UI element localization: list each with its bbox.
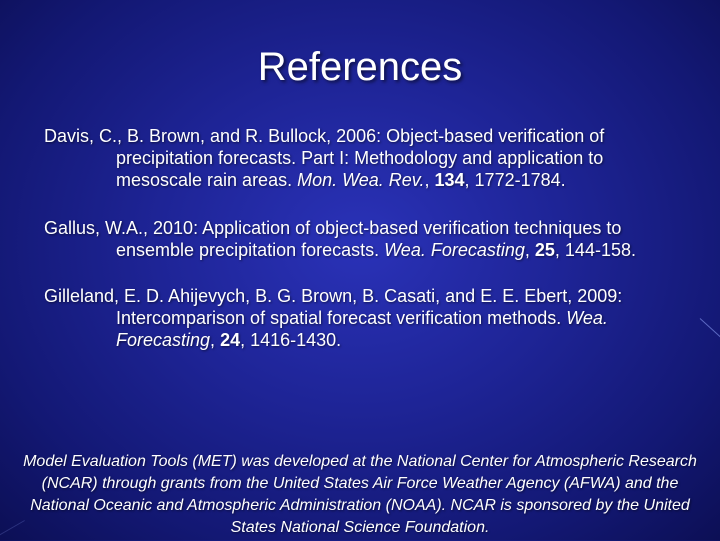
reference-item: Davis, C., B. Brown, and R. Bullock, 2006: Object-based verification of precipitation forecasts. Part I: Methodology and application to mesoscale rain areas. Mon. Wea. Rev., 134, 1772-1784. xyxy=(44,126,605,190)
reference-pages: , 144-158. xyxy=(554,240,636,260)
reference-journal: Mon. Wea. Rev. xyxy=(297,170,425,190)
reference-volume: 25 xyxy=(534,240,555,260)
reference-journal: Wea. Forecasting xyxy=(384,240,525,260)
reference-item: Gallus, W.A., 2010: Application of object-based verification techniques to ensemble precipitation forecasts. Wea. Forecasting, 25, 144-158. xyxy=(44,218,636,260)
reference-pages: , 1416-1430. xyxy=(240,330,342,350)
slide-title: References xyxy=(257,45,463,89)
reference-volume: 24 xyxy=(220,330,241,350)
background-streak xyxy=(700,318,720,339)
reference-title: Application of object-based verification techniques to ensemble precipitation forecasts. xyxy=(116,218,622,260)
reference-pages: , 1772-1784. xyxy=(464,170,566,190)
reference-authors-year: Gilleland, E. D. Ahijevych, B. G. Brown, B. Casati, and E. E. Ebert, 2009: xyxy=(44,286,623,306)
reference-authors-year: Davis, C., B. Brown, and R. Bullock, 2006: xyxy=(44,126,387,146)
reference-journal: Wea. Forecasting xyxy=(116,308,608,350)
reference-volume: 134 xyxy=(434,170,465,190)
reference-list xyxy=(44,125,684,351)
reference-item: Gilleland, E. D. Ahijevych, B. G. Brown, B. Casati, and E. E. Ebert, 2009: Intercomparison of spatial forecast verification methods. Wea. Forecasting, 24, 1416-1430. xyxy=(44,286,623,350)
reference-title: Object-based verification of precipitation forecasts. Part I: Methodology and application to mesoscale rain areas. xyxy=(116,126,605,190)
acknowledgement-note: Model Evaluation Tools (MET) was developed at the National Center for Atmospheric Research (NCAR) through grants from the United States Air Force Weather Agency (AFWA) and the National Oceanic and Atmospheric Administration (NOAA). NCAR is sponsored by the United States National Science Foundation. xyxy=(23,453,697,536)
reference-authors-year: Gallus, W.A., 2010: xyxy=(44,218,203,238)
reference-title: Intercomparison of spatial forecast verification methods. xyxy=(116,308,567,328)
